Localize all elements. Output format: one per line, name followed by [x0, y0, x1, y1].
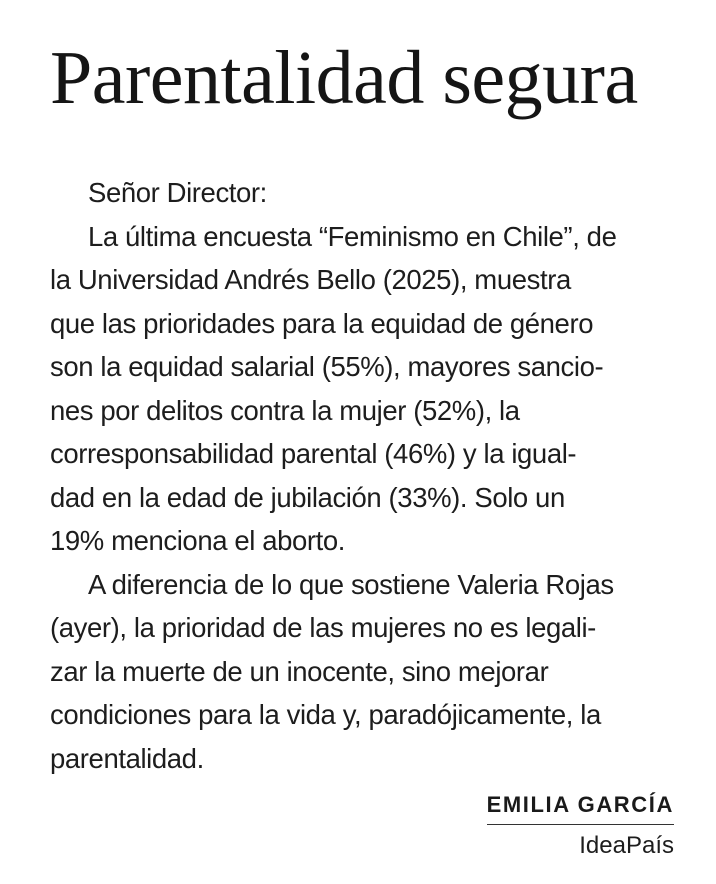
body-line: (ayer), la prioridad de las mujeres no es legali- — [50, 612, 596, 643]
signature-block — [487, 790, 674, 863]
author-organization: IdeaPaís — [579, 832, 674, 859]
body-line: La última encuesta “Feminismo en Chile”, de — [88, 220, 617, 252]
body-line: la Universidad Andrés Bello (2025), muestra — [50, 264, 571, 295]
body-line: dad en la edad de jubilación (33%). Solo un — [50, 481, 565, 513]
author-name: EMILIA GARCÍA — [487, 790, 674, 825]
body-line: corresponsabilidad parental (46%) y la igual- — [50, 438, 577, 469]
article-title: Parentalidad segura — [50, 36, 638, 120]
salutation: Señor Director: — [88, 177, 267, 208]
body-line: parentalidad. — [50, 742, 204, 774]
body-line: nes por delitos contra la mujer (52%), la — [50, 394, 520, 426]
body-line: que las prioridades para la equidad de género — [50, 307, 594, 339]
letter-body — [50, 171, 690, 780]
body-line: zar la muerte de un inocente, sino mejorar — [50, 655, 549, 687]
body-line: son la equidad salarial (55%), mayores sancio- — [50, 351, 604, 382]
body-line: condiciones para la vida y, paradójicamente, la — [50, 699, 601, 730]
body-line: A diferencia de lo que sostiene Valeria Rojas — [88, 568, 614, 600]
body-line: 19% menciona el aborto. — [50, 525, 346, 556]
